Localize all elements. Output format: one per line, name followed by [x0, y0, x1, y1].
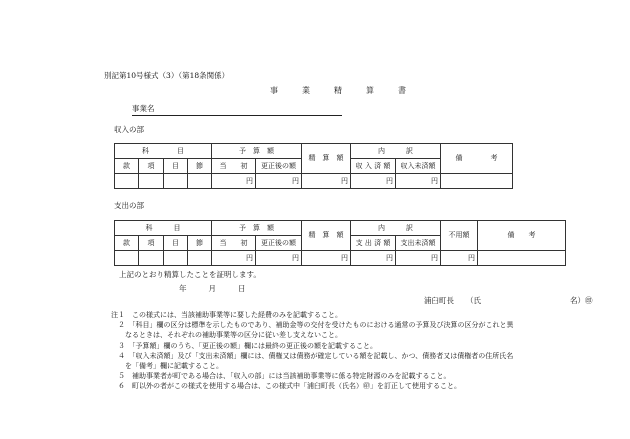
income-header-kosei: 更正後の額	[256, 159, 302, 174]
expense-cell-tosho[interactable]: 円	[212, 251, 256, 266]
expense-cell-biko[interactable]	[478, 251, 566, 266]
income-header-seisan: 精 算 額	[302, 144, 351, 174]
note-line: ５ 補助事業者が町である場合は、「収入の部」には当該補助事業等に係る特定財源のみを記載すること。	[111, 372, 451, 381]
expense-cell-kan[interactable]	[115, 251, 139, 266]
income-cell-unreceived[interactable]: 円	[396, 174, 441, 189]
income-cell-kan[interactable]	[115, 174, 139, 189]
date-day: 日	[238, 284, 246, 293]
date-line	[179, 285, 268, 293]
document-title	[258, 87, 418, 95]
income-cell-received[interactable]: 円	[351, 174, 396, 189]
expense-cell-moku[interactable]	[164, 251, 188, 266]
expense-header-kan: 款	[115, 236, 139, 251]
note-line: ２ 「科目」欄の区分は標準を示したものであり、補助金等の交付を受けたものにおける通常の予算及び決算の区分がこれと異	[111, 321, 514, 330]
expense-cell-ko[interactable]	[139, 251, 164, 266]
note-line: なるときは、それぞれの補助事業等の区分に従い差し支えないこと。	[111, 331, 342, 340]
income-cell-tosho[interactable]: 円	[212, 174, 256, 189]
title-char: 算	[366, 86, 374, 95]
expense-header-moku: 目	[164, 236, 188, 251]
income-header-tosho: 当 初	[212, 159, 256, 174]
income-cell-kosei[interactable]: 円	[256, 174, 302, 189]
project-name-label: 事業名	[132, 104, 155, 113]
income-table	[114, 143, 513, 189]
signer-name-open: （氏	[466, 296, 481, 305]
table-row	[115, 174, 513, 189]
expense-header-yosan: 予 算 額	[212, 221, 302, 236]
expense-cell-unpaid[interactable]: 円	[396, 251, 441, 266]
expense-cell-seisan[interactable]: 円	[302, 251, 351, 266]
income-header-unreceived: 収入未済額	[396, 159, 441, 174]
income-header-biko: 備 考	[441, 144, 513, 174]
title-char: 業	[302, 86, 310, 95]
income-header-received: 収 入 済 額	[351, 159, 396, 174]
table-row	[115, 251, 566, 266]
expense-cell-fuyo[interactable]: 円	[441, 251, 478, 266]
income-header-kamoku: 科 目	[115, 144, 212, 159]
income-header-yosan: 予 算 額	[212, 144, 302, 159]
income-header-kan: 款	[115, 159, 139, 174]
expense-header-fuyo: 不用額	[441, 221, 478, 251]
certification-text: 上記のとおり精算したことを証明します。	[119, 270, 261, 279]
income-cell-ko[interactable]	[139, 174, 164, 189]
signer-line	[424, 297, 593, 305]
expense-cell-setsu[interactable]	[188, 251, 212, 266]
note-line: ４ 「収入未済額」及び「支出未済額」欄には、債権又は債務が確定している額を記載し、かつ、債務者又は債権者の住所氏名	[111, 351, 514, 360]
note-line: 注１ この様式には、当該補助事業等に要した経費のみを記載すること。	[111, 311, 342, 319]
notes	[111, 310, 514, 392]
note-line: ６ 町以外の者がこの様式を使用する場合は、この様式中「浦臼町長（氏名）㊞」を訂正して使用すること。	[111, 382, 461, 391]
expense-cell-paid[interactable]: 円	[351, 251, 396, 266]
expense-header-ko: 項	[139, 236, 164, 251]
expense-section-label: 支出の部	[114, 201, 144, 210]
income-cell-moku[interactable]	[164, 174, 188, 189]
income-header-ko: 項	[139, 159, 164, 174]
title-char: 書	[398, 86, 406, 95]
expense-header-tosho: 当 初	[212, 236, 256, 251]
expense-header-uchiwake: 内 訳	[351, 221, 441, 236]
expense-header-seisan: 精 算 額	[302, 221, 351, 251]
signer-seal: 名）㊞	[570, 296, 593, 305]
income-header-uchiwake: 内 訳	[351, 144, 441, 159]
signer-title: 浦臼町長	[424, 296, 454, 305]
expense-header-unpaid: 支出未済額	[396, 236, 441, 251]
expense-cell-kosei[interactable]: 円	[256, 251, 302, 266]
income-cell-biko[interactable]	[441, 174, 513, 189]
expense-header-setsu: 節	[188, 236, 212, 251]
income-cell-seisan[interactable]: 円	[302, 174, 351, 189]
expense-header-kosei: 更正後の額	[256, 236, 302, 251]
note-line: を「備考」欄に記載すること。	[111, 362, 223, 371]
income-section-label: 収入の部	[114, 125, 144, 134]
expense-header-paid: 支 出 済 額	[351, 236, 396, 251]
date-month: 月	[208, 284, 216, 293]
income-cell-setsu[interactable]	[188, 174, 212, 189]
income-header-setsu: 節	[188, 159, 212, 174]
income-header-moku: 目	[164, 159, 188, 174]
expense-header-biko: 備 考	[478, 221, 566, 251]
expense-header-kamoku: 科 目	[115, 221, 212, 236]
date-year: 年	[179, 284, 187, 293]
note-line: ３ 「予算額」欄のうち、「更正後の額」欄には最終の更正後の額を記載すること。	[111, 341, 377, 350]
title-char: 精	[334, 86, 342, 95]
project-name-line	[132, 105, 342, 116]
title-char: 事	[270, 86, 278, 95]
expense-table	[114, 220, 566, 266]
form-number: 別記第10号様式（3）（第18条関係）	[104, 71, 230, 80]
